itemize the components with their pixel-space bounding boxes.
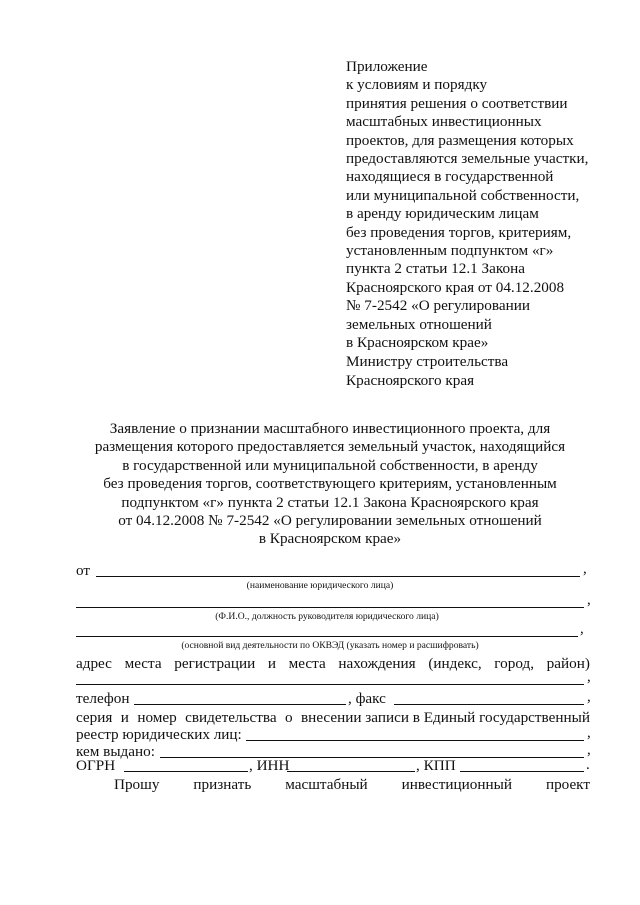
title-line: в государственной или муниципальной собственности, в аренду [122,456,538,474]
address-word: район) [546,655,590,672]
appendix-line: Приложение [346,58,428,75]
request-word: проект [545,776,590,793]
address-word: места [288,655,326,672]
appendix-block [346,58,626,353]
address-word: нахождения [338,655,416,672]
appendix-line: масштабных инвестиционных [346,113,542,131]
application-title [60,420,600,549]
comma: , [587,742,591,758]
appendix-line: находящиеся в государственной [346,168,554,186]
appendix-line: № 7-2542 «О регулировании [346,297,530,315]
certificate-word: о [285,709,293,726]
okved-field[interactable] [76,636,578,637]
title-line: размещения которого предоставляется земельный участок, находящийся [94,438,566,456]
appendix-line: принятия решения о соответствии [346,94,568,112]
fax-label: , факс [348,690,386,707]
appendix-line: пункта 2 статьи 12.1 Закона [346,260,525,278]
phone-label: телефон [76,690,130,707]
address-word: места [124,655,162,672]
kpp-label: , КПП [416,757,456,774]
registry-label: реестр юридических лиц: [76,726,242,743]
comma: , [587,725,591,741]
certificate-label [76,709,590,727]
kpp-field[interactable] [460,771,584,772]
request-word: признать [193,776,252,793]
issued-by-label: кем выдано: [76,743,155,760]
certificate-word: и [120,709,129,726]
title-line: без проведения торгов, соответствующего критериям, установленным [103,475,557,493]
addressee-block [346,352,626,390]
certificate-word: серия [76,709,113,726]
request-text [114,776,590,794]
request-word: масштабный [285,776,368,793]
registry-field[interactable] [246,740,584,741]
inn-label: , ИНН [249,757,290,774]
addressee-line: Красноярского края [346,372,475,389]
certificate-word: номер [137,709,177,726]
fax-field[interactable] [394,704,584,705]
title-line: Заявление о признании масштабного инвестиционного проекта, для [109,420,551,437]
comma: , [587,669,591,685]
appendix-line: земельных отношений [346,315,492,333]
appendix-line: в Красноярском крае» [346,334,489,352]
title-line: от 04.12.2008 № 7-2542 «О регулировании земельных отношений [118,512,542,530]
period: . [586,757,590,773]
address-field[interactable] [76,684,584,685]
request-word: инвестиционный [401,776,512,793]
certificate-word: свидетельства [185,709,277,726]
address-word: (индекс, [428,655,482,672]
comma: , [587,592,591,608]
appendix-line: в аренду юридическим лицам [346,205,539,223]
address-word: регистрации [174,655,256,672]
addressee-line: Министру строительства [346,353,509,370]
caption-head: (Ф.И.О., должность руководителя юридического лица) [215,611,439,622]
appendix-line: без проведения торгов, критериям, [346,223,572,241]
comma: , [587,689,591,705]
address-word: и [267,655,277,672]
comma: , [583,561,587,577]
appendix-line: к условиям и порядку [346,76,488,94]
appendix-line: проектов, для размещения которых [346,131,574,149]
address-word: город, [494,655,534,672]
certificate-word: внесении записи в Единый государственный [301,709,590,726]
appendix-line: предоставляются земельные участки, [346,150,589,168]
ogrn-field[interactable] [124,771,248,772]
appendix-line: установленным подпунктом «г» [346,242,554,260]
appendix-line: Красноярского края от 04.12.2008 [346,278,565,296]
title-line: подпунктом «г» пункта 2 статьи 12.1 Закона Красноярского края [121,493,539,511]
appendix-line: или муниципальной собственности, [346,186,580,204]
issued-by-field[interactable] [160,757,584,758]
entity-name-field[interactable] [96,576,580,577]
comma: , [580,621,584,637]
phone-field[interactable] [134,704,346,705]
inn-field[interactable] [287,771,415,772]
address-word: адрес [76,655,112,672]
from-label: от [76,562,91,579]
ogrn-label: ОГРН [76,757,116,774]
address-label [76,655,590,673]
caption-okved: (основной вид деятельности по ОКВЭД (указать номер и расшифровать) [181,640,479,651]
request-word: Прошу [114,776,160,793]
caption-entity-name: (наименование юридического лица) [246,580,394,591]
head-name-field[interactable] [76,607,584,608]
title-line: в Красноярском крае» [258,530,402,548]
